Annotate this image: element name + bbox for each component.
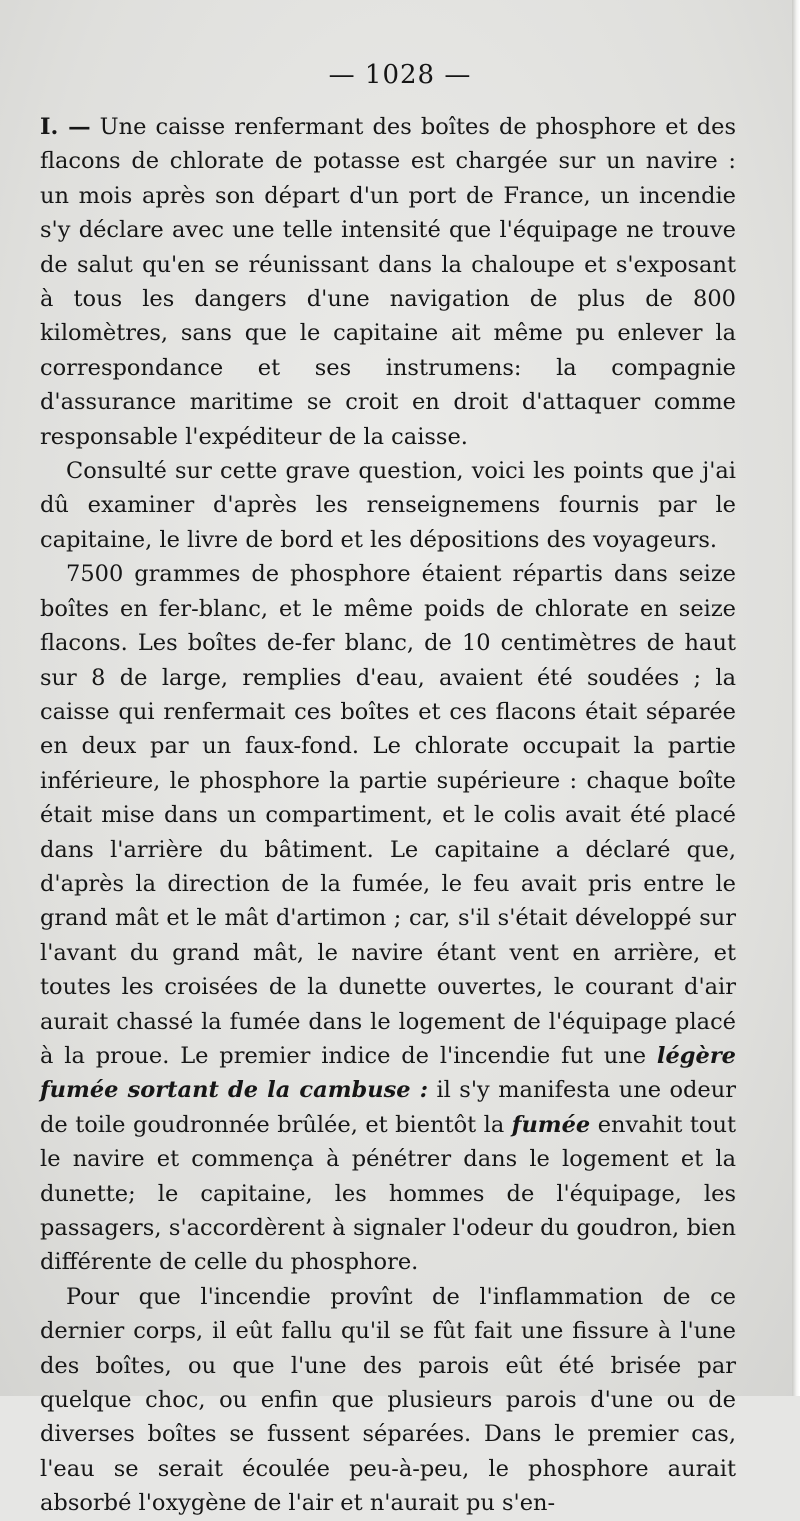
page-number: — 1028 — bbox=[328, 60, 472, 90]
body-text bbox=[40, 110, 736, 1521]
paragraph-3-emphasis-b: fumée bbox=[511, 1111, 591, 1138]
paragraph-4: Pour que l'incendie provînt de l'inflammation de ce dernier corps, il eût fallu qu'il se fût fait une fissure à l'une des boîtes, ou que l'une des parois eût été brisée par quelque choc, ou enfin que plusieurs parois d'une ou de diverses boîtes se fussent séparées. Dans le premier cas, l'eau se serait écoulée peu-à-peu, le phosphore aurait absorbé l'oxygène de l'air et n'aurait pu s'en- bbox=[40, 1283, 736, 1517]
paragraph-1-text: Une caisse renfermant des boîtes de phosphore et des flacons de chlorate de potasse est chargée sur un navire : un mois après son départ d'un port de France, un incendie s'y déclare avec une telle intensité que l'équipage ne trouve de salut qu'en se réunissant dans la chaloupe et s'exposant à tous les dangers d'une navigation de plus de 800 kilomètres, sans que le capitaine ait même pu enlever la correspondance et ses instrumens: la compagnie d'assurance maritime se croit en droit d'attaquer comme responsable l'expéditeur de la caisse. bbox=[40, 114, 736, 450]
paragraph-3-text-c: envahit tout le navire et commença à pénétrer dans le logement et la dunette; le capitaine, les hommes de l'équipage, les passagers, s'accordèrent à signaler l'odeur du goudron, bien différente de celle du phosphore. bbox=[40, 1111, 736, 1276]
page-edge bbox=[792, 0, 800, 1396]
paragraph-3-text-a: 7500 grammes de phosphore étaient répartis dans seize boîtes en fer-blanc, et le même poids de chlorate en seize flacons. Les boîtes de-fer blanc, de 10 centimètres de haut sur 8 de large, remplies d'eau, avaient été soudées ; la caisse qui renfermait ces boîtes et ces flacons était séparée en deux par un faux-fond. Le chlorate occupait la partie inférieure, le phosphore la partie supérieure : chaque boîte était mise dans un compartiment, et le colis avait été placé dans l'arrière du bâtiment. Le capitaine a déclaré que, d'après la direction de la fumée, le feu avait pris entre le grand mât et le mât d'artimon ; car, s'il s'était développé sur l'avant du grand mât, le navire étant vent en arrière, et toutes les croisées de la dunette ouvertes, le courant d'air aurait chassé la fumée dans le logement de l'équipage placé à la proue. Le premier indice de l'incendie fut une bbox=[40, 561, 736, 1069]
section-marker: I. — bbox=[40, 114, 91, 140]
paragraph-1 bbox=[40, 110, 736, 454]
paragraph-3-emphasis-a: légère fumée sortant de la cambuse : bbox=[40, 1042, 736, 1104]
paragraph-3-text-b: il s'y manifesta une odeur de toile goudronnée brûlée, et bientôt la bbox=[40, 1077, 736, 1138]
paragraph-2: Consulté sur cette grave question, voici les points que j'ai dû examiner d'après les renseignemens fournis par le capitaine, le livre de bord et les dépositions des voyageurs. bbox=[40, 458, 736, 553]
paragraph-3 bbox=[40, 557, 736, 1280]
